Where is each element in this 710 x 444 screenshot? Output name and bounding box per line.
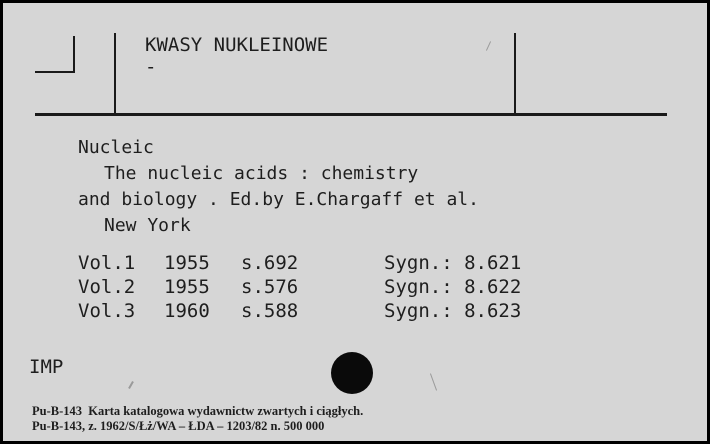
header-rule xyxy=(35,113,667,116)
entry-heading: Nucleic xyxy=(78,137,154,158)
volume-label: Vol.2 xyxy=(78,276,136,298)
footer-line-1: Pu-B-143 Karta katalogowa wydawnictw zwartych i ciągłych. xyxy=(32,404,364,418)
volume-pages: s.576 xyxy=(241,276,299,298)
footer-line-2: Pu-B-143, z. 1962/S/Łż/WA – ŁDA – 1203/82 n. 500 000 xyxy=(32,419,325,433)
volume-label: Vol.3 xyxy=(78,300,136,322)
paper-speck xyxy=(430,373,437,390)
catalog-card xyxy=(3,3,707,441)
punch-hole xyxy=(331,352,373,394)
volume-year: 1960 xyxy=(164,300,210,322)
paper-speck xyxy=(486,41,491,50)
header-left-divider xyxy=(114,33,116,113)
volume-label: Vol.1 xyxy=(78,252,136,274)
place-line: New York xyxy=(104,215,191,236)
paper-speck xyxy=(128,381,134,389)
volume-pages: s.588 xyxy=(241,300,299,322)
volume-year: 1955 xyxy=(164,276,210,298)
corner-mark-vertical xyxy=(73,36,75,73)
header-right-divider xyxy=(514,33,516,113)
subject-heading: KWASY NUKLEINOWE xyxy=(145,34,329,56)
title-line-2: and biology . Ed.by E.Chargaff et al. xyxy=(78,189,479,210)
volume-signature: Sygn.: 8.622 xyxy=(384,276,522,298)
imp-stamp: IMP xyxy=(29,356,64,378)
subject-dash: - xyxy=(145,56,157,78)
volume-year: 1955 xyxy=(164,252,210,274)
volume-signature: Sygn.: 8.623 xyxy=(384,300,522,322)
volume-signature: Sygn.: 8.621 xyxy=(384,252,522,274)
volume-pages: s.692 xyxy=(241,252,299,274)
title-line-1: The nucleic acids : chemistry xyxy=(104,163,419,184)
corner-mark-horizontal xyxy=(35,71,75,73)
